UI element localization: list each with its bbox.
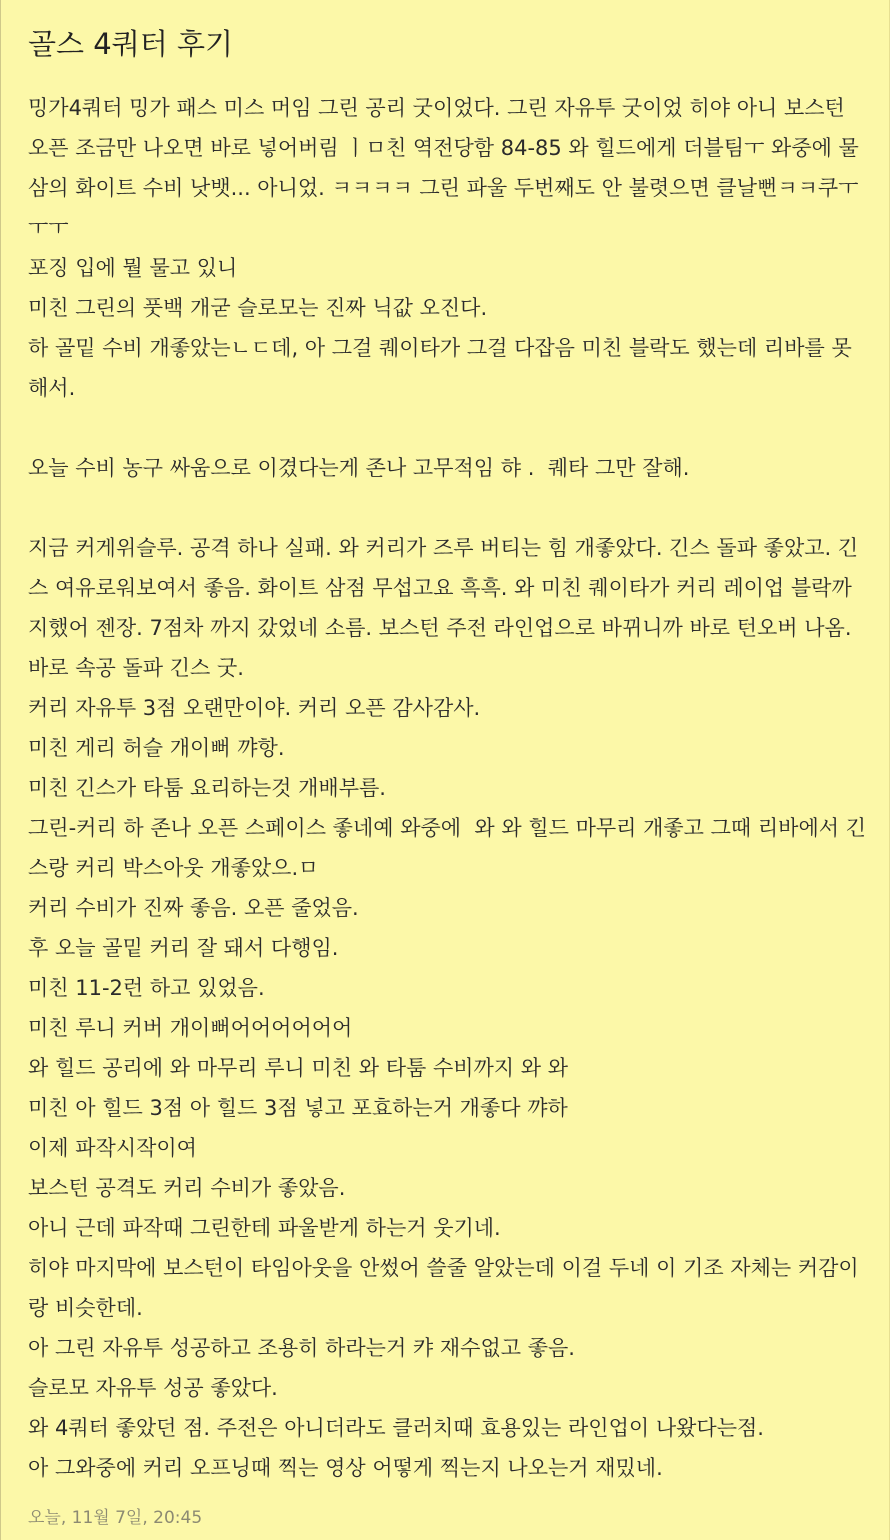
note-paragraph: 커리 자유투 3점 오랜만이야. 커리 오픈 감사감사. xyxy=(28,696,481,720)
note-paragraph: 오늘 수비 농구 싸움으로 이겼다는게 존나 고무적임 햐 . 퀘타 그만 잘해. xyxy=(28,456,690,480)
note-paragraph: 아 그린 자유투 성공하고 조용히 하라는거 캬 재수없고 좋음. xyxy=(28,1336,575,1360)
note-paragraph: 와 4쿼터 좋았던 점. 주전은 아니더라도 클러치때 효용있는 라인업이 나왔다는점. xyxy=(28,1416,764,1440)
note-paragraph: 미친 루니 커버 개이뻐어어어어어어 xyxy=(28,1016,353,1040)
note-left-edge xyxy=(0,0,1,1540)
note-paragraph: 후 오늘 골밑 커리 잘 돼서 다행임. xyxy=(28,936,339,960)
note-blank-line xyxy=(28,408,868,448)
note-paragraph: 이제 파작시작이여 xyxy=(28,1136,197,1160)
note-paragraph: 슬로모 자유투 성공 좋았다. xyxy=(28,1376,278,1400)
note-title[interactable]: 골스 4쿼터 후기 xyxy=(28,27,233,61)
note-paragraph: 미친 게리 허슬 개이뻐 꺄항. xyxy=(28,736,285,760)
note-paragraph: 밍가4쿼터 밍가 패스 미스 머임 그린 공리 굿이었다. 그린 자유투 굿이었 히야 아니 보스턴 오픈 조금만 나오면 바로 넣어버림 ㅣㅁ친 역전당함 84-85 와 힐드에게 더블팀ㅜ 와중에 물삼의 화이트 수비 낫뱃... 아니었. ㅋㅋㅋㅋ 그린 파울 두번째도 안 불렷으면 클날뻔ㅋㅋ쿠ㅜㅜㅜ xyxy=(28,96,859,240)
note-paragraph: 히야 마지막에 보스턴이 타임아웃을 안썼어 쓸줄 알았는데 이걸 두네 이 기조 자체는 커감이랑 비슷한데. xyxy=(28,1256,859,1320)
note-paragraph: 지금 커게위슬루. 공격 하나 실패. 와 커리가 즈루 버티는 힘 개좋았다. 긴스 돌파 좋았고. 긴스 여유로워보여서 좋음. 화이트 삼점 무섭고요 흑흑. 와 미친 퀘이타가 커리 레이업 블락까지했어 젠장. 7점차 까지 갔었네 소름. 보스턴 주전 라인업으로 바뀌니까 바로 턴오버 나옴. 바로 속공 돌파 긴스 굿. xyxy=(28,536,859,680)
note-body[interactable] xyxy=(28,88,868,1488)
note-paragraph: 미친 11-2런 하고 있었음. xyxy=(28,976,265,1000)
note-paragraph: 아 그와중에 커리 오프닝때 찍는 영상 어떻게 찍는지 나오는거 재밌네. xyxy=(28,1456,663,1480)
note-paragraph: 와 힐드 공리에 와 마무리 루니 미친 와 타툼 수비까지 와 와 xyxy=(28,1056,569,1080)
note-paragraph: 아니 근데 파작때 그린한테 파울받게 하는거 웃기네. xyxy=(28,1216,501,1240)
note-paragraph: 그린-커리 하 존나 오픈 스페이스 좋네예 와중에 와 와 힐드 마무리 개좋고 그때 리바에서 긴스랑 커리 박스아웃 개좋았으.ㅁ xyxy=(28,816,867,880)
note-paragraph: 커리 수비가 진짜 좋음. 오픈 줄었음. xyxy=(28,896,359,920)
note-blank-line xyxy=(28,488,868,528)
note-paragraph: 미친 아 힐드 3점 아 힐드 3점 넣고 포효하는거 개좋다 꺄하 xyxy=(28,1096,568,1120)
note-paragraph: 하 골밑 수비 개좋았는ㄴㄷ데, 아 그걸 퀘이타가 그걸 다잡음 미친 블락도 했는데 리바를 못해서. xyxy=(28,336,852,400)
note-paragraph: 포징 입에 뭘 물고 있니 xyxy=(28,256,238,280)
note-paragraph: 미친 긴스가 타툼 요리하는것 개배부름. xyxy=(28,776,386,800)
note-paragraph: 보스턴 공격도 커리 수비가 좋았음. xyxy=(28,1176,346,1200)
note-paragraph: 미친 그린의 풋백 개굳 슬로모는 진짜 닉값 오진다. xyxy=(28,296,488,320)
note-timestamp: 오늘, 11월 7일, 20:45 xyxy=(28,1508,203,1528)
